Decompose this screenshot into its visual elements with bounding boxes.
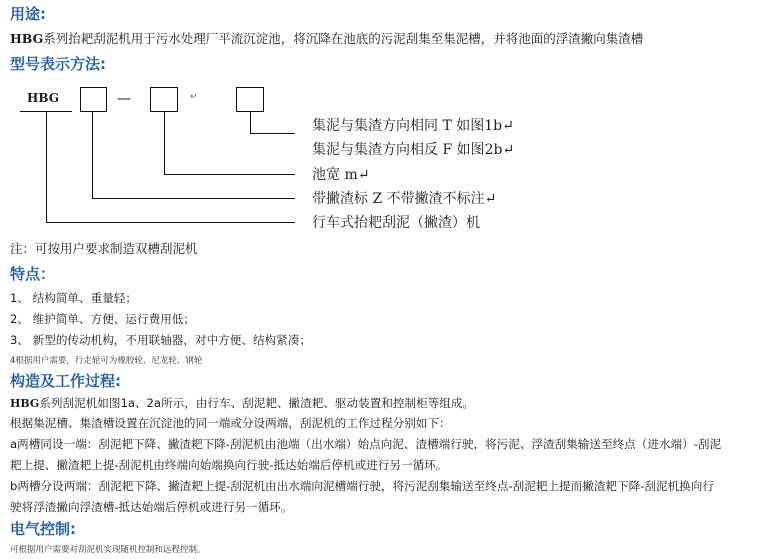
process-b-line1: b两槽分设两端：刮泥耙下降、撇渣耙上提-刮泥机由出水端向泥槽端行驶，将污泥刮集输送至终点-刮泥耙上提而撇渣耙下降-刮泥机换向行 — [10, 479, 714, 493]
structure-line2: 根据集泥槽、集渣槽设置在沉淀池的同一端或分设两端，刮泥机的工作过程分别如下： — [10, 416, 451, 430]
model-heading: 型号表示方法: — [10, 55, 106, 73]
electric-heading: 电气控制: — [10, 520, 76, 538]
usage-body: 系列抬耙刮泥机用于污水处理厂平流沉淀池，将沉降在池底的污泥刮集至集泥槽，并将池面的浮渣撇向集渣槽 — [43, 31, 644, 46]
box-width — [150, 87, 178, 112]
usage-heading: 用途: — [10, 5, 46, 23]
features-heading: 特点： — [10, 265, 56, 283]
conn-direction-v — [250, 112, 251, 133]
conn-code-h — [46, 222, 295, 223]
label-pool-width: 池宽 m↵ — [312, 167, 370, 183]
electric-text: 可根据用户需要对刮泥机实现随机控制和远程控制。 — [10, 545, 206, 555]
structure-line1 — [10, 395, 474, 411]
feature-item: 2、 维护简单、方便、运行费用低； — [10, 312, 195, 326]
feature-small-note: 4根据用户需要，行走轮可为橡胶轮、尼龙轮、钢轮 — [10, 356, 203, 366]
model-dash: — — [117, 91, 131, 107]
usage-text — [10, 29, 643, 47]
conn-width-v — [164, 112, 165, 174]
conn-z-v — [92, 112, 93, 199]
structure-prefix: HBG — [10, 397, 40, 410]
return-mark: ↵ — [190, 92, 198, 102]
label-opposite-direction: 集泥与集渣方向相反 F 如图2b↵ — [312, 142, 515, 158]
process-b-line2: 驶将浮渣撇向浮渣槽-抵达始端后停机或进行另一循环。 — [10, 500, 293, 514]
box-z — [80, 87, 107, 112]
model-code: HBG — [27, 91, 59, 105]
box-direction — [236, 87, 264, 112]
process-a-line1: a两槽同设一端：刮泥耙下降、撇渣耙下降-刮泥机由池端（出水端）始点向泥、渣槽端行驶，将污泥、浮渣刮集输送至终点（进水端）-刮泥 — [10, 437, 722, 451]
label-same-direction: 集泥与集渣方向相同 T 如图1b↵ — [312, 118, 514, 134]
label-machine: 行车式抬耙刮泥（撇渣）机 — [312, 215, 480, 231]
structure-line1-text: 系列刮泥机如图1a、2a所示，由行车、刮泥耙、撇渣耙、驱动装置和控制柜等组成。 — [39, 396, 475, 410]
conn-width-h — [164, 174, 295, 175]
conn-direction-h — [250, 133, 295, 134]
conn-z-h — [92, 198, 295, 199]
structure-heading: 构造及工作过程: — [10, 372, 121, 390]
conn-code-v — [46, 111, 47, 223]
label-scum: 带撇渣标 Z 不带撇渣不标注↵ — [312, 191, 497, 207]
model-note: 注：可按用户要求制造双槽刮泥机 — [10, 241, 198, 256]
usage-prefix: HBG — [10, 31, 44, 46]
feature-item: 3、 新型的传动机构，不用联轴器，对中方便、结构紧凑； — [10, 333, 311, 347]
feature-item: 1、 结构简单、重量轻； — [10, 291, 137, 305]
process-a-line2: 耙上提、撇渣耙上提-刮泥机由终端向始端换向行驶-抵达始端后停机或进行另一循环。 — [10, 458, 448, 472]
